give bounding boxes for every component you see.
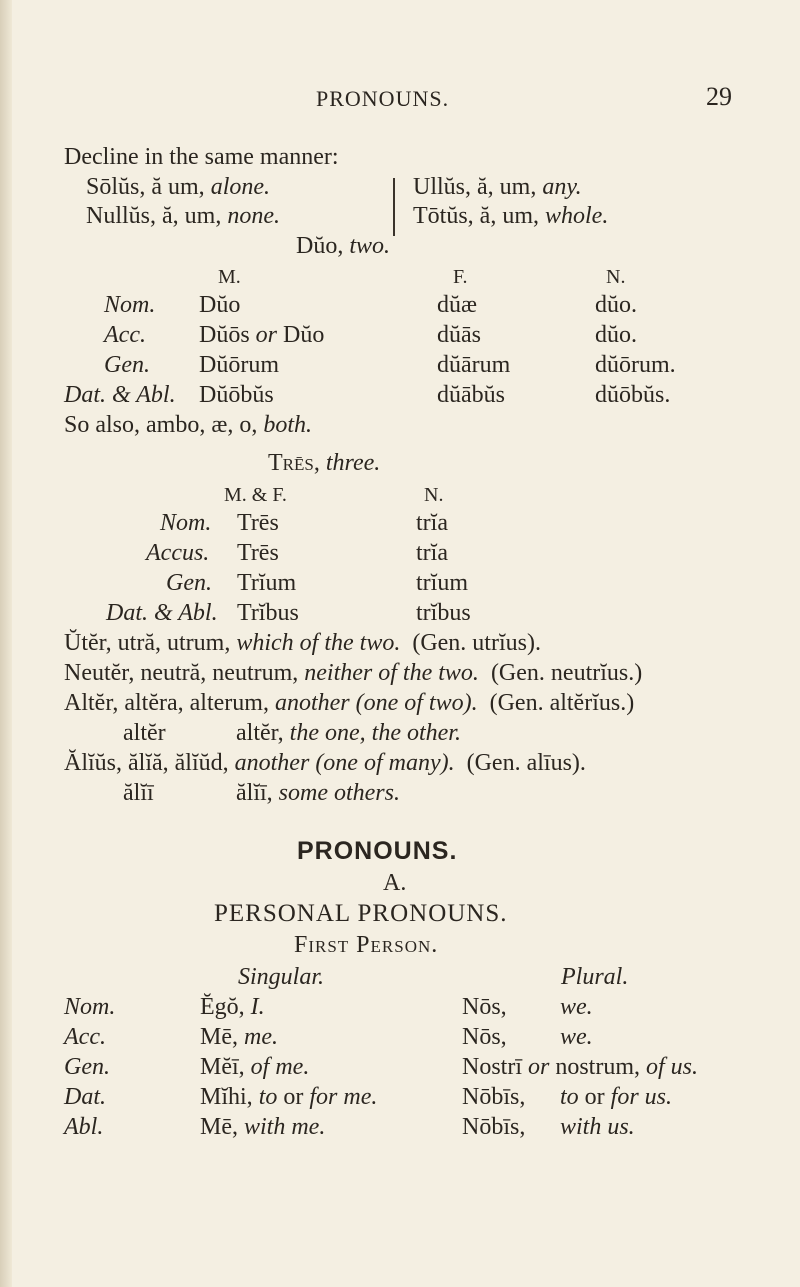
tres-nom-n: trĭa: [416, 510, 448, 536]
duo-nom-f: dŭæ: [437, 292, 478, 318]
section-title: PRONOUNS.: [297, 837, 458, 865]
section-letter: A.: [383, 870, 407, 896]
ullus-entry: Ullŭs, ă, um, any.: [413, 174, 582, 200]
duo-gen-n: dŭōrum.: [595, 352, 676, 378]
pers-abl-sing: Mē, with me.: [200, 1114, 326, 1140]
pers-nom-plur-form: Nōs,: [462, 994, 507, 1020]
alius-line: Ălĭŭs, ălĭă, ălĭŭd, another (one of many). (Gen. alīus).: [64, 750, 586, 776]
pers-gen-plur: Nostrī or nostrum, of us.: [462, 1054, 699, 1080]
duo-col-m: M.: [218, 266, 241, 288]
tres-dat-n: trĭbus: [416, 600, 471, 626]
pers-acc-plur-gloss: we.: [560, 1024, 593, 1050]
column-divider: [393, 178, 395, 236]
first-person-heading: First Person.: [294, 932, 439, 958]
alter-line: Altĕr, altĕra, alterum, another (one of two). (Gen. altĕrĭus.): [64, 690, 635, 716]
running-head: PRONOUNS.: [316, 86, 450, 111]
tres-gen-n: trĭum: [416, 570, 468, 596]
pers-case-gen: Gen.: [64, 1054, 110, 1080]
pers-dat-plur-form: Nōbīs,: [462, 1084, 526, 1110]
pers-nom-sing: Ĕgŏ, I.: [200, 994, 265, 1020]
pers-case-dat: Dat.: [64, 1084, 106, 1110]
duo-dat-n: dŭōbŭs.: [595, 382, 671, 408]
tres-case-dat-abl: Dat. & Abl.: [106, 600, 218, 626]
tres-col-n: N.: [424, 484, 444, 506]
duo-col-n: N.: [606, 266, 626, 288]
duo-col-f: F.: [453, 266, 468, 288]
pers-abl-plur-form: Nōbīs,: [462, 1114, 526, 1140]
alii-line: ălĭī, some others.: [236, 780, 400, 806]
page-number: 29: [706, 82, 732, 111]
pers-dat-sing: Mĭhi, to or for me.: [200, 1084, 378, 1110]
duo-gen-f: dŭārum: [437, 352, 511, 378]
duo-case-dat-abl: Dat. & Abl.: [64, 382, 176, 408]
tres-nom-mf: Trēs: [237, 510, 279, 536]
duo-case-nom: Nom.: [104, 292, 156, 318]
tres-case-nom: Nom.: [160, 510, 212, 536]
singular-label: Singular.: [238, 964, 325, 990]
pers-acc-plur-form: Nōs,: [462, 1024, 507, 1050]
tres-dat-mf: Trĭbus: [237, 600, 299, 626]
totus-entry: Tōtŭs, ă, um, whole.: [413, 203, 609, 229]
duo-acc-f: dŭās: [437, 322, 481, 348]
pers-acc-sing: Mē, me.: [200, 1024, 278, 1050]
tres-gen-mf: Trĭum: [237, 570, 297, 596]
alii-a: ălĭī: [123, 780, 154, 806]
personal-pronouns-heading: PERSONAL PRONOUNS.: [214, 900, 508, 927]
duo-acc-m: Dŭōs or Dŭo: [199, 322, 325, 348]
pers-dat-plur-gloss: to or for us.: [560, 1084, 673, 1110]
duo-case-acc: Acc.: [104, 322, 146, 348]
tres-col-mf: M. & F.: [224, 484, 287, 506]
duo-gen-m: Dŭōrum: [199, 352, 279, 378]
tres-case-gen: Gen.: [166, 570, 212, 596]
alter-alter-line: altĕr, the one, the other.: [236, 720, 461, 746]
duo-dat-m: Dŭōbŭs: [199, 382, 274, 408]
duo-case-gen: Gen.: [104, 352, 150, 378]
duo-acc-n: dŭo.: [595, 322, 637, 348]
tres-acc-mf: Trēs: [237, 540, 279, 566]
pers-case-nom: Nom.: [64, 994, 116, 1020]
ambo-line: So also, ambo, æ, o, both.: [64, 412, 313, 438]
neuter-line: Neutĕr, neutră, neutrum, neither of the two. (Gen. neutrĭus.): [64, 660, 643, 686]
tres-acc-n: trĭa: [416, 540, 448, 566]
nullus-entry: Nullŭs, ă, um, none.: [86, 203, 280, 229]
pers-case-acc: Acc.: [64, 1024, 106, 1050]
tres-heading: Trēs, three.: [268, 450, 381, 476]
intro-line: Decline in the same manner:: [64, 144, 339, 170]
duo-nom-n: dŭo.: [595, 292, 637, 318]
pers-case-abl: Abl.: [64, 1114, 104, 1140]
pers-abl-plur-gloss: with us.: [560, 1114, 635, 1140]
duo-heading: Dŭo, two.: [296, 233, 391, 259]
pers-nom-plur-gloss: we.: [560, 994, 593, 1020]
pers-gen-sing: Mĕī, of me.: [200, 1054, 310, 1080]
solus-entry: Sōlŭs, ă um, alone.: [86, 174, 271, 200]
tres-case-acc: Accus.: [146, 540, 210, 566]
uter-line: Ŭtĕr, utră, utrum, which of the two. (Gen. utrĭus).: [64, 630, 541, 656]
alter-alter-a: altĕr: [123, 720, 166, 746]
duo-nom-m: Dŭo: [199, 292, 241, 318]
plural-label: Plural.: [561, 964, 629, 990]
duo-dat-f: dŭābŭs: [437, 382, 505, 408]
